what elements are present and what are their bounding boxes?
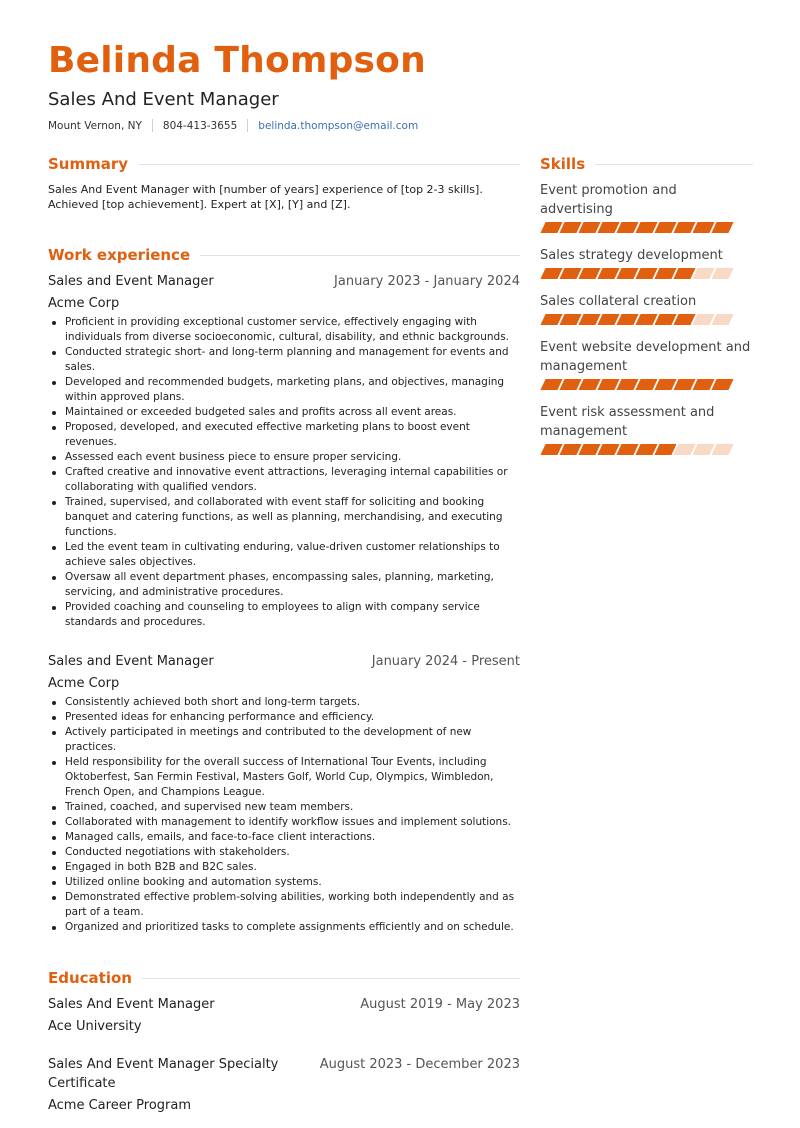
education-entry — [48, 1055, 520, 1115]
section-divider — [200, 255, 520, 256]
main-column — [48, 153, 520, 1115]
skill-name: Event risk assessment and management — [540, 405, 715, 439]
summary-section-title — [48, 153, 520, 175]
skill-level-bar — [540, 379, 753, 390]
job-company: Acme Corp — [48, 676, 120, 691]
skill-level-segment — [711, 444, 733, 455]
education-section-title — [48, 967, 520, 989]
skill-name: Event promotion and advertising — [540, 183, 677, 217]
phone-text[interactable]: 804-413-3655 — [162, 119, 238, 132]
job-dates: January 2024 - Present — [371, 654, 520, 669]
job-bullet: Trained, supervised, and collaborated with event staff for soliciting and booking banquet and catering functions, as well as planning, merchandising, and executing functions. — [48, 495, 520, 540]
skills-section-title — [540, 153, 753, 175]
skill-item — [540, 292, 753, 325]
job-list — [48, 272, 520, 935]
location-text: Mount Vernon, NY — [48, 119, 142, 132]
skill-level-segment — [711, 268, 733, 279]
skill-item — [540, 403, 753, 455]
job-bullet: Demonstrated effective problem-solving abilities, working both independently and as part of a team. — [48, 890, 520, 920]
skill-name: Sales collateral creation — [540, 294, 697, 309]
skill-level-bar — [540, 268, 753, 279]
job-bullet: Conducted strategic short- and long-term planning and management for events and sales. — [48, 345, 520, 375]
skill-level-bar — [540, 314, 753, 325]
job-bullet: Proficient in providing exceptional customer service, effectively engaging with individuals from diverse socioeconomic, cultural, disability, and ethnic backgrounds. — [48, 315, 520, 345]
section-title-text: Skills — [540, 155, 586, 173]
job-bullet: Provided coaching and counseling to employees to align with company service standards and procedures. — [48, 600, 520, 630]
education-dates: August 2023 - December 2023 — [319, 1057, 520, 1072]
section-divider — [595, 164, 753, 165]
job-bullet: Presented ideas for enhancing performance and efficiency. — [48, 710, 520, 725]
job-title: Sales and Event Manager — [48, 274, 214, 289]
job-bullet: Managed calls, emails, and face-to-face client interactions. — [48, 830, 520, 845]
skill-level-segment — [711, 379, 733, 390]
job-entry — [48, 272, 520, 630]
education-entry — [48, 995, 520, 1036]
skill-level-segment — [711, 314, 733, 325]
job-bullet: Maintained or exceeded budgeted sales and profits across all event areas. — [48, 405, 520, 420]
job-bullet: Consistently achieved both short and long-term targets. — [48, 695, 520, 710]
skill-name: Event website development and management — [540, 340, 751, 374]
job-header — [48, 652, 520, 671]
job-bullet: Trained, coached, and supervised new team members. — [48, 800, 520, 815]
summary-text: Sales And Event Manager with [number of years] experience of [top 2-3 skills]. Achieved [top achievement]. Expert at [X], [Y] and [Z]. — [48, 183, 483, 211]
section-divider — [138, 164, 520, 165]
job-dates: January 2023 - January 2024 — [334, 274, 520, 289]
job-bullet: Collaborated with management to identify workflow issues and implement solutions. — [48, 815, 520, 830]
skill-name: Sales strategy development — [540, 248, 723, 263]
education-list — [48, 995, 520, 1115]
job-title: Sales and Event Manager — [48, 654, 214, 669]
job-bullet: Led the event team in cultivating enduring, value-driven customer relationships to achieve sales objectives. — [48, 540, 520, 570]
job-bullet: Organized and prioritized tasks to complete assignments efficiently and on schedule. — [48, 920, 520, 935]
job-bullet: Actively participated in meetings and contributed to the development of new practices. — [48, 725, 520, 755]
education-header — [48, 1055, 520, 1093]
job-entry — [48, 652, 520, 935]
email-link[interactable]: belinda.thompson@email.com — [258, 119, 419, 132]
education-header — [48, 995, 520, 1014]
job-header — [48, 272, 520, 291]
candidate-headline: Sales And Event Manager — [48, 89, 279, 110]
job-bullet: Conducted negotiations with stakeholders. — [48, 845, 520, 860]
contact-line — [48, 119, 418, 132]
education-dates: August 2019 - May 2023 — [360, 997, 520, 1012]
job-bullet: Crafted creative and innovative event attractions, leveraging internal capabilities or collaborating with qualified vendors. — [48, 465, 520, 495]
candidate-name: Belinda Thompson — [48, 40, 426, 81]
job-bullet-list — [48, 315, 520, 630]
job-bullet: Assessed each event business piece to ensure proper servicing. — [48, 450, 520, 465]
job-bullet: Held responsibility for the overall success of International Tour Events, including Oktoberfest, San Fermin Festival, Masters Golf, World Cup, Olympics, Wimbledon, French Open, and Champions League. — [48, 755, 520, 800]
skill-list — [540, 181, 753, 455]
skill-level-bar — [540, 444, 753, 455]
job-bullet: Oversaw all event department phases, encompassing sales, planning, marketing, servicing, and administrative procedures. — [48, 570, 520, 600]
job-bullet: Developed and recommended budgets, marketing plans, and objectives, managing within approved plans. — [48, 375, 520, 405]
education-degree: Sales And Event Manager — [48, 997, 215, 1012]
skill-item — [540, 181, 753, 233]
work-section-title — [48, 244, 520, 266]
job-bullet: Proposed, developed, and executed effective marketing plans to boost event revenues. — [48, 420, 520, 450]
section-title-text: Work experience — [48, 246, 191, 264]
skill-item — [540, 338, 753, 390]
job-bullet: Utilized online booking and automation systems. — [48, 875, 520, 890]
section-title-text: Education — [48, 969, 132, 987]
education-school: Acme Career Program — [48, 1098, 192, 1113]
section-title-text: Summary — [48, 155, 129, 173]
sidebar-column — [540, 153, 753, 455]
job-bullet: Engaged in both B2B and B2C sales. — [48, 860, 520, 875]
job-bullet-list — [48, 695, 520, 935]
section-divider — [142, 978, 520, 979]
job-company: Acme Corp — [48, 296, 120, 311]
skill-level-segment — [711, 222, 733, 233]
education-degree: Sales And Event Manager Specialty Certificate — [48, 1057, 279, 1091]
contact-divider — [247, 119, 248, 132]
contact-divider — [152, 119, 153, 132]
skill-item — [540, 246, 753, 279]
skill-level-bar — [540, 222, 753, 233]
education-school: Ace University — [48, 1019, 142, 1034]
